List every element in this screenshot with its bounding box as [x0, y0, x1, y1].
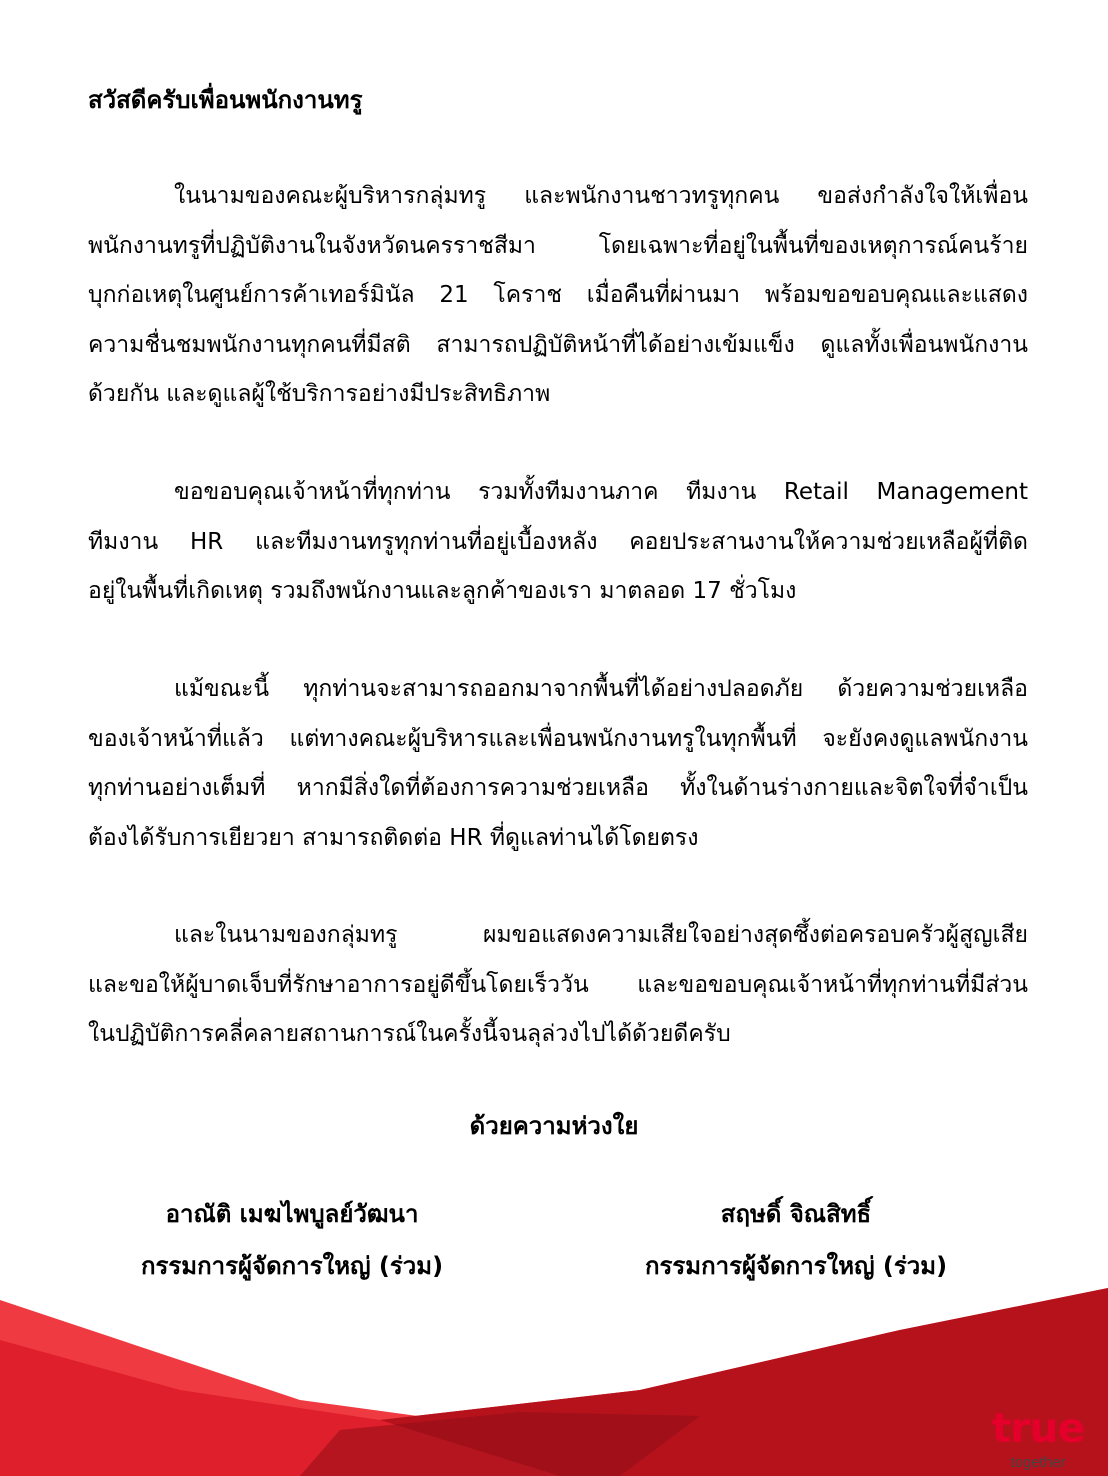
signatory-name: สฤษดิ์ จิณสิทธิ์: [720, 1200, 872, 1228]
text-line: ในนามของคณะผู้บริหารกลุ่มทรู และพนักงานชาวทรูทุกคน ขอส่งกำลังใจให้เพื่อน: [174, 183, 1028, 209]
signatory-left: [82, 1188, 502, 1292]
text-line: ต้องได้รับการเยียวยา สามารถติดต่อ HR ที่ดูแลท่านได้โดยตรง: [88, 824, 699, 851]
signatory-title: กรรมการผู้จัดการใหญ่ (ร่วม): [140, 1252, 444, 1280]
text-line: ขอขอบคุณเจ้าหน้าที่ทุกท่าน รวมทั้งทีมงานภาค ทีมงาน Retail Management: [174, 479, 1028, 505]
text-line: ทุกท่านอย่างเต็มที่ หากมีสิ่งใดที่ต้องการความช่วยเหลือ ทั้งในด้านร่างกายและจิตใจที่จำเป็น: [88, 775, 1028, 801]
paragraph-3: [88, 665, 1028, 863]
text-line: อยู่ในพื้นที่เกิดเหตุ รวมถึงพนักงานและลูกค้าของเรา มาตลอด 17 ชั่วโมง: [88, 578, 797, 604]
text-line: บุกก่อเหตุในศูนย์การค้าเทอร์มินัล 21 โคราช เมื่อคืนที่ผ่านมา พร้อมขอขอบคุณและแสดง: [88, 282, 1028, 308]
signatory-right: [586, 1188, 1006, 1292]
paragraph-4: [88, 911, 1028, 1060]
footer-red-waves: [0, 1280, 1108, 1476]
paragraph-1: [88, 172, 1028, 420]
logo-tagline: together: [1010, 1454, 1066, 1471]
signatory-title: กรรมการผู้จัดการใหญ่ (ร่วม): [644, 1252, 948, 1280]
text-line: ทีมงาน HR และทีมงานทรูทุกท่านที่อยู่เบื้องหลัง คอยประสานงานให้ความช่วยเหลือผู้ที่ติด: [88, 528, 1028, 555]
text-line: แม้ขณะนี้ ทุกท่านจะสามารถออกมาจากพื้นที่ได้อย่างปลอดภัย ด้วยความช่วยเหลือ: [174, 676, 1028, 702]
closing-phrase: ด้วยความห่วงใย: [469, 1112, 639, 1140]
logo-wordmark: true: [991, 1404, 1085, 1452]
text-line: ของเจ้าหน้าที่แล้ว แต่ทางคณะผู้บริหารและเพื่อนพนักงานทรูในทุกพื้นที่ จะยังคงดูแลพนักงาน: [88, 725, 1028, 752]
true-logo: [986, 1400, 1096, 1474]
text-line: ในปฏิบัติการคลี่คลายสถานการณ์ในครั้งนี้จนลุล่วงไปได้ด้วยดีครับ: [88, 1021, 731, 1047]
text-line: และขอให้ผู้บาดเจ็บที่รักษาอาการอยู่ดีขึ้นโดยเร็ววัน และขอขอบคุณเจ้าหน้าที่ทุกท่านที่มีส่วน: [88, 971, 1028, 998]
paragraph-2: [88, 468, 1028, 617]
text-line: ด้วยกัน และดูแลผู้ใช้บริการอย่างมีประสิทธิภาพ: [88, 381, 551, 407]
signatory-name: อาณัติ เมฆไพบูลย์วัฒนา: [165, 1200, 419, 1228]
text-line: พนักงานทรูที่ปฏิบัติงานในจังหวัดนครราชสีมา โดยเฉพาะที่อยู่ในพื้นที่ของเหตุการณ์คนร้าย: [88, 232, 1028, 259]
text-line: ความชื่นชมพนักงานทุกคนที่มีสติ สามารถปฏิบัติหน้าที่ได้อย่างเข้มแข็ง ดูแลทั้งเพื่อนพนักงาน: [88, 331, 1028, 358]
greeting: สวัสดีครับเพื่อนพนักงานทรู: [88, 86, 363, 114]
text-line: และในนามของกลุ่มทรู ผมขอแสดงความเสียใจอย่างสุดซึ้งต่อครอบครัวผู้สูญเสีย: [174, 922, 1028, 948]
